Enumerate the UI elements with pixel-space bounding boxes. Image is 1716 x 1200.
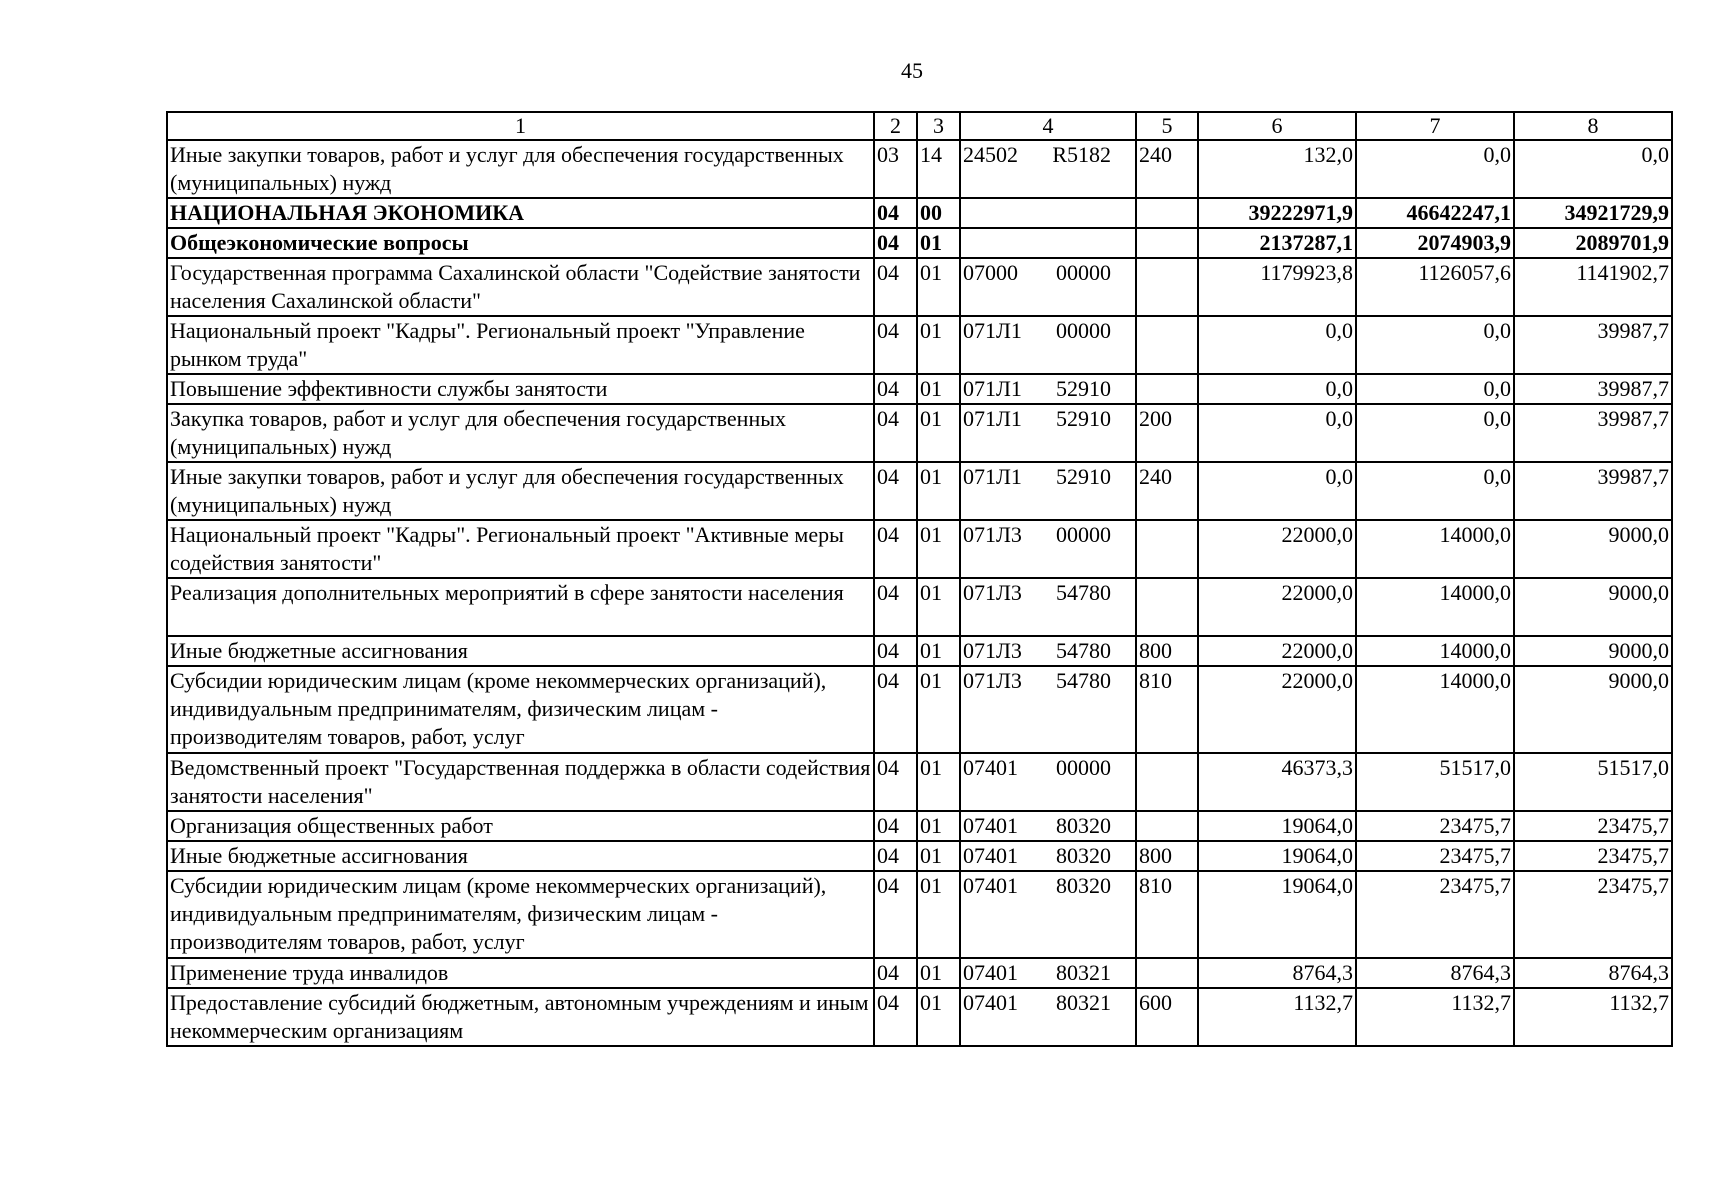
target-article-cell xyxy=(960,520,1136,578)
amount-col6-cell: 132,0 xyxy=(1198,140,1356,198)
target-article-direction-code: R5182 xyxy=(1052,142,1111,167)
table-row xyxy=(167,871,1672,958)
target-article-direction-code: 54780 xyxy=(1056,638,1111,663)
column-header: 7 xyxy=(1356,112,1514,140)
table-row xyxy=(167,753,1672,811)
amount-col6-cell: 0,0 xyxy=(1198,316,1356,374)
row-name-cell: Применение труда инвалидов xyxy=(167,958,874,988)
target-article-direction-code: 80320 xyxy=(1056,843,1111,868)
amount-col7-cell: 0,0 xyxy=(1356,374,1514,404)
amount-col8-cell: 8764,3 xyxy=(1514,958,1672,988)
amount-col6-cell: 19064,0 xyxy=(1198,811,1356,841)
amount-col6-cell: 2137287,1 xyxy=(1198,228,1356,258)
amount-col8-cell: 1141902,7 xyxy=(1514,258,1672,316)
table-row xyxy=(167,811,1672,841)
amount-col7-cell: 23475,7 xyxy=(1356,871,1514,958)
row-name-cell: Ведомственный проект "Государственная поддержка в области содействия занятости населения" xyxy=(167,753,874,811)
subsection-code-cell: 01 xyxy=(917,753,960,811)
table-row xyxy=(167,578,1672,636)
section-code-cell: 04 xyxy=(874,753,917,811)
subsection-code-cell: 01 xyxy=(917,871,960,958)
target-article-program-code: 07401 xyxy=(963,843,1018,868)
table-row xyxy=(167,374,1672,404)
amount-col6-cell: 1132,7 xyxy=(1198,988,1356,1046)
table-row xyxy=(167,520,1672,578)
subsection-code-cell: 01 xyxy=(917,316,960,374)
budget-table xyxy=(166,111,1673,1047)
target-article-cell xyxy=(960,753,1136,811)
target-article-cell xyxy=(960,198,1136,228)
amount-col7-cell: 2074903,9 xyxy=(1356,228,1514,258)
row-name-cell: Общеэкономические вопросы xyxy=(167,228,874,258)
target-article-direction-code: 80320 xyxy=(1056,873,1111,898)
table-row xyxy=(167,198,1672,228)
row-name-cell: Иные закупки товаров, работ и услуг для обеспечения государственных (муниципальных) нужд xyxy=(167,140,874,198)
row-name-cell: Субсидии юридическим лицам (кроме некоммерческих организаций), индивидуальным предпринимателям, физическим лицам - производителям товаров, работ, услуг xyxy=(167,666,874,753)
row-name-cell: Иные закупки товаров, работ и услуг для обеспечения государственных (муниципальных) нужд xyxy=(167,462,874,520)
subsection-code-cell: 01 xyxy=(917,404,960,462)
target-article-direction-code: 54780 xyxy=(1056,580,1111,605)
target-article-program-code: 071Л1 xyxy=(963,376,1022,401)
amount-col8-cell: 39987,7 xyxy=(1514,462,1672,520)
row-name-cell: НАЦИОНАЛЬНАЯ ЭКОНОМИКА xyxy=(167,198,874,228)
target-article-program-code: 071Л3 xyxy=(963,668,1022,693)
amount-col6-cell: 22000,0 xyxy=(1198,520,1356,578)
expense-type-cell: 800 xyxy=(1136,636,1198,666)
section-code-cell: 04 xyxy=(874,462,917,520)
expense-type-cell xyxy=(1136,228,1198,258)
target-article-direction-code: 54780 xyxy=(1056,668,1111,693)
amount-col7-cell: 0,0 xyxy=(1356,404,1514,462)
subsection-code-cell: 01 xyxy=(917,636,960,666)
target-article-program-code: 07401 xyxy=(963,990,1018,1015)
target-article-program-code: 071Л3 xyxy=(963,580,1022,605)
expense-type-cell xyxy=(1136,753,1198,811)
amount-col6-cell: 1179923,8 xyxy=(1198,258,1356,316)
row-name-cell: Государственная программа Сахалинской области "Содействие занятости населения Сахалинской области" xyxy=(167,258,874,316)
amount-col7-cell: 23475,7 xyxy=(1356,841,1514,871)
target-article-program-code: 07401 xyxy=(963,755,1018,780)
row-name-cell: Национальный проект "Кадры". Региональный проект "Активные меры содействия занятости" xyxy=(167,520,874,578)
amount-col6-cell: 0,0 xyxy=(1198,462,1356,520)
expense-type-cell: 600 xyxy=(1136,988,1198,1046)
section-code-cell: 04 xyxy=(874,636,917,666)
section-code-cell: 03 xyxy=(874,140,917,198)
target-article-direction-code: 80321 xyxy=(1056,960,1111,985)
target-article-cell xyxy=(960,811,1136,841)
subsection-code-cell: 01 xyxy=(917,666,960,753)
amount-col8-cell: 23475,7 xyxy=(1514,871,1672,958)
amount-col8-cell: 23475,7 xyxy=(1514,811,1672,841)
subsection-code-cell: 01 xyxy=(917,811,960,841)
target-article-program-code: 071Л1 xyxy=(963,464,1022,489)
amount-col7-cell: 8764,3 xyxy=(1356,958,1514,988)
target-article-program-code: 24502 xyxy=(963,142,1018,167)
target-article-cell xyxy=(960,636,1136,666)
row-name-cell: Реализация дополнительных мероприятий в сфере занятости населения xyxy=(167,578,874,636)
expense-type-cell xyxy=(1136,316,1198,374)
amount-col7-cell: 14000,0 xyxy=(1356,578,1514,636)
amount-col6-cell: 46373,3 xyxy=(1198,753,1356,811)
row-name-cell: Иные бюджетные ассигнования xyxy=(167,841,874,871)
expense-type-cell: 800 xyxy=(1136,841,1198,871)
subsection-code-cell: 01 xyxy=(917,520,960,578)
amount-col8-cell: 39987,7 xyxy=(1514,404,1672,462)
table-row xyxy=(167,140,1672,198)
table-row xyxy=(167,258,1672,316)
target-article-direction-code: 52910 xyxy=(1056,464,1111,489)
section-code-cell: 04 xyxy=(874,316,917,374)
amount-col8-cell: 9000,0 xyxy=(1514,636,1672,666)
table-row xyxy=(167,228,1672,258)
amount-col8-cell: 2089701,9 xyxy=(1514,228,1672,258)
section-code-cell: 04 xyxy=(874,198,917,228)
amount-col8-cell: 1132,7 xyxy=(1514,988,1672,1046)
row-name-cell: Предоставление субсидий бюджетным, автономным учреждениям и иным некоммерческим организациям xyxy=(167,988,874,1046)
expense-type-cell: 240 xyxy=(1136,140,1198,198)
amount-col6-cell: 8764,3 xyxy=(1198,958,1356,988)
amount-col7-cell: 1132,7 xyxy=(1356,988,1514,1046)
target-article-cell xyxy=(960,462,1136,520)
subsection-code-cell: 01 xyxy=(917,958,960,988)
section-code-cell: 04 xyxy=(874,258,917,316)
subsection-code-cell: 01 xyxy=(917,988,960,1046)
section-code-cell: 04 xyxy=(874,228,917,258)
target-article-direction-code: 80320 xyxy=(1056,813,1111,838)
section-code-cell: 04 xyxy=(874,811,917,841)
target-article-cell xyxy=(960,841,1136,871)
amount-col6-cell: 22000,0 xyxy=(1198,578,1356,636)
amount-col7-cell: 14000,0 xyxy=(1356,636,1514,666)
target-article-cell xyxy=(960,374,1136,404)
table-row xyxy=(167,958,1672,988)
expense-type-cell xyxy=(1136,198,1198,228)
amount-col7-cell: 0,0 xyxy=(1356,462,1514,520)
column-header: 1 xyxy=(167,112,874,140)
amount-col8-cell: 34921729,9 xyxy=(1514,198,1672,228)
amount-col7-cell: 14000,0 xyxy=(1356,520,1514,578)
row-name-cell: Организация общественных работ xyxy=(167,811,874,841)
row-name-cell: Национальный проект "Кадры". Региональный проект "Управление рынком труда" xyxy=(167,316,874,374)
section-code-cell: 04 xyxy=(874,666,917,753)
amount-col7-cell: 0,0 xyxy=(1356,140,1514,198)
row-name-cell: Субсидии юридическим лицам (кроме некоммерческих организаций), индивидуальным предпринимателям, физическим лицам - производителям товаров, работ, услуг xyxy=(167,871,874,958)
amount-col7-cell: 14000,0 xyxy=(1356,666,1514,753)
target-article-direction-code: 80321 xyxy=(1056,990,1111,1015)
target-article-program-code: 071Л3 xyxy=(963,638,1022,663)
amount-col8-cell: 9000,0 xyxy=(1514,666,1672,753)
table-row xyxy=(167,316,1672,374)
amount-col7-cell: 46642247,1 xyxy=(1356,198,1514,228)
target-article-program-code: 071Л1 xyxy=(963,406,1022,431)
amount-col8-cell: 39987,7 xyxy=(1514,374,1672,404)
expense-type-cell: 200 xyxy=(1136,404,1198,462)
column-header: 5 xyxy=(1136,112,1198,140)
amount-col6-cell: 0,0 xyxy=(1198,374,1356,404)
table-row xyxy=(167,404,1672,462)
subsection-code-cell: 01 xyxy=(917,228,960,258)
amount-col6-cell: 19064,0 xyxy=(1198,841,1356,871)
expense-type-cell xyxy=(1136,374,1198,404)
amount-col7-cell: 23475,7 xyxy=(1356,811,1514,841)
subsection-code-cell: 01 xyxy=(917,841,960,871)
target-article-program-code: 071Л3 xyxy=(963,522,1022,547)
target-article-direction-code: 00000 xyxy=(1056,522,1111,547)
column-header: 3 xyxy=(917,112,960,140)
section-code-cell: 04 xyxy=(874,958,917,988)
expense-type-cell xyxy=(1136,958,1198,988)
column-header: 4 xyxy=(960,112,1136,140)
amount-col8-cell: 9000,0 xyxy=(1514,520,1672,578)
expense-type-cell xyxy=(1136,811,1198,841)
target-article-direction-code: 00000 xyxy=(1056,318,1111,343)
row-name-cell: Иные бюджетные ассигнования xyxy=(167,636,874,666)
row-name-cell: Повышение эффективности службы занятости xyxy=(167,374,874,404)
target-article-cell xyxy=(960,666,1136,753)
target-article-program-code: 071Л1 xyxy=(963,318,1022,343)
target-article-cell xyxy=(960,228,1136,258)
amount-col8-cell: 0,0 xyxy=(1514,140,1672,198)
target-article-cell xyxy=(960,958,1136,988)
subsection-code-cell: 01 xyxy=(917,462,960,520)
target-article-direction-code: 52910 xyxy=(1056,406,1111,431)
target-article-program-code: 07401 xyxy=(963,813,1018,838)
expense-type-cell: 240 xyxy=(1136,462,1198,520)
table-row xyxy=(167,988,1672,1046)
target-article-program-code: 07401 xyxy=(963,873,1018,898)
expense-type-cell xyxy=(1136,258,1198,316)
target-article-cell xyxy=(960,258,1136,316)
section-code-cell: 04 xyxy=(874,578,917,636)
subsection-code-cell: 14 xyxy=(917,140,960,198)
target-article-program-code: 07401 xyxy=(963,960,1018,985)
page-number: 45 xyxy=(901,58,923,83)
target-article-direction-code: 00000 xyxy=(1056,755,1111,780)
table-row xyxy=(167,841,1672,871)
column-header: 8 xyxy=(1514,112,1672,140)
table-row xyxy=(167,666,1672,753)
section-code-cell: 04 xyxy=(874,871,917,958)
expense-type-cell: 810 xyxy=(1136,871,1198,958)
target-article-program-code: 07000 xyxy=(963,260,1018,285)
amount-col7-cell: 1126057,6 xyxy=(1356,258,1514,316)
subsection-code-cell: 01 xyxy=(917,578,960,636)
target-article-cell xyxy=(960,578,1136,636)
amount-col8-cell: 51517,0 xyxy=(1514,753,1672,811)
subsection-code-cell: 00 xyxy=(917,198,960,228)
target-article-cell xyxy=(960,988,1136,1046)
section-code-cell: 04 xyxy=(874,988,917,1046)
target-article-cell xyxy=(960,404,1136,462)
subsection-code-cell: 01 xyxy=(917,374,960,404)
row-name-cell: Закупка товаров, работ и услуг для обеспечения государственных (муниципальных) нужд xyxy=(167,404,874,462)
amount-col6-cell: 39222971,9 xyxy=(1198,198,1356,228)
table-row xyxy=(167,636,1672,666)
table-header-row xyxy=(167,112,1672,140)
amount-col6-cell: 19064,0 xyxy=(1198,871,1356,958)
column-header: 2 xyxy=(874,112,917,140)
section-code-cell: 04 xyxy=(874,520,917,578)
target-article-direction-code: 52910 xyxy=(1056,376,1111,401)
amount-col6-cell: 0,0 xyxy=(1198,404,1356,462)
section-code-cell: 04 xyxy=(874,404,917,462)
section-code-cell: 04 xyxy=(874,841,917,871)
table-row xyxy=(167,462,1672,520)
expense-type-cell xyxy=(1136,520,1198,578)
amount-col7-cell: 51517,0 xyxy=(1356,753,1514,811)
amount-col8-cell: 23475,7 xyxy=(1514,841,1672,871)
amount-col8-cell: 9000,0 xyxy=(1514,578,1672,636)
section-code-cell: 04 xyxy=(874,374,917,404)
target-article-cell xyxy=(960,316,1136,374)
amount-col8-cell: 39987,7 xyxy=(1514,316,1672,374)
expense-type-cell: 810 xyxy=(1136,666,1198,753)
amount-col6-cell: 22000,0 xyxy=(1198,636,1356,666)
target-article-direction-code: 00000 xyxy=(1056,260,1111,285)
column-header: 6 xyxy=(1198,112,1356,140)
amount-col7-cell: 0,0 xyxy=(1356,316,1514,374)
target-article-cell xyxy=(960,140,1136,198)
target-article-cell xyxy=(960,871,1136,958)
expense-type-cell xyxy=(1136,578,1198,636)
amount-col6-cell: 22000,0 xyxy=(1198,666,1356,753)
subsection-code-cell: 01 xyxy=(917,258,960,316)
